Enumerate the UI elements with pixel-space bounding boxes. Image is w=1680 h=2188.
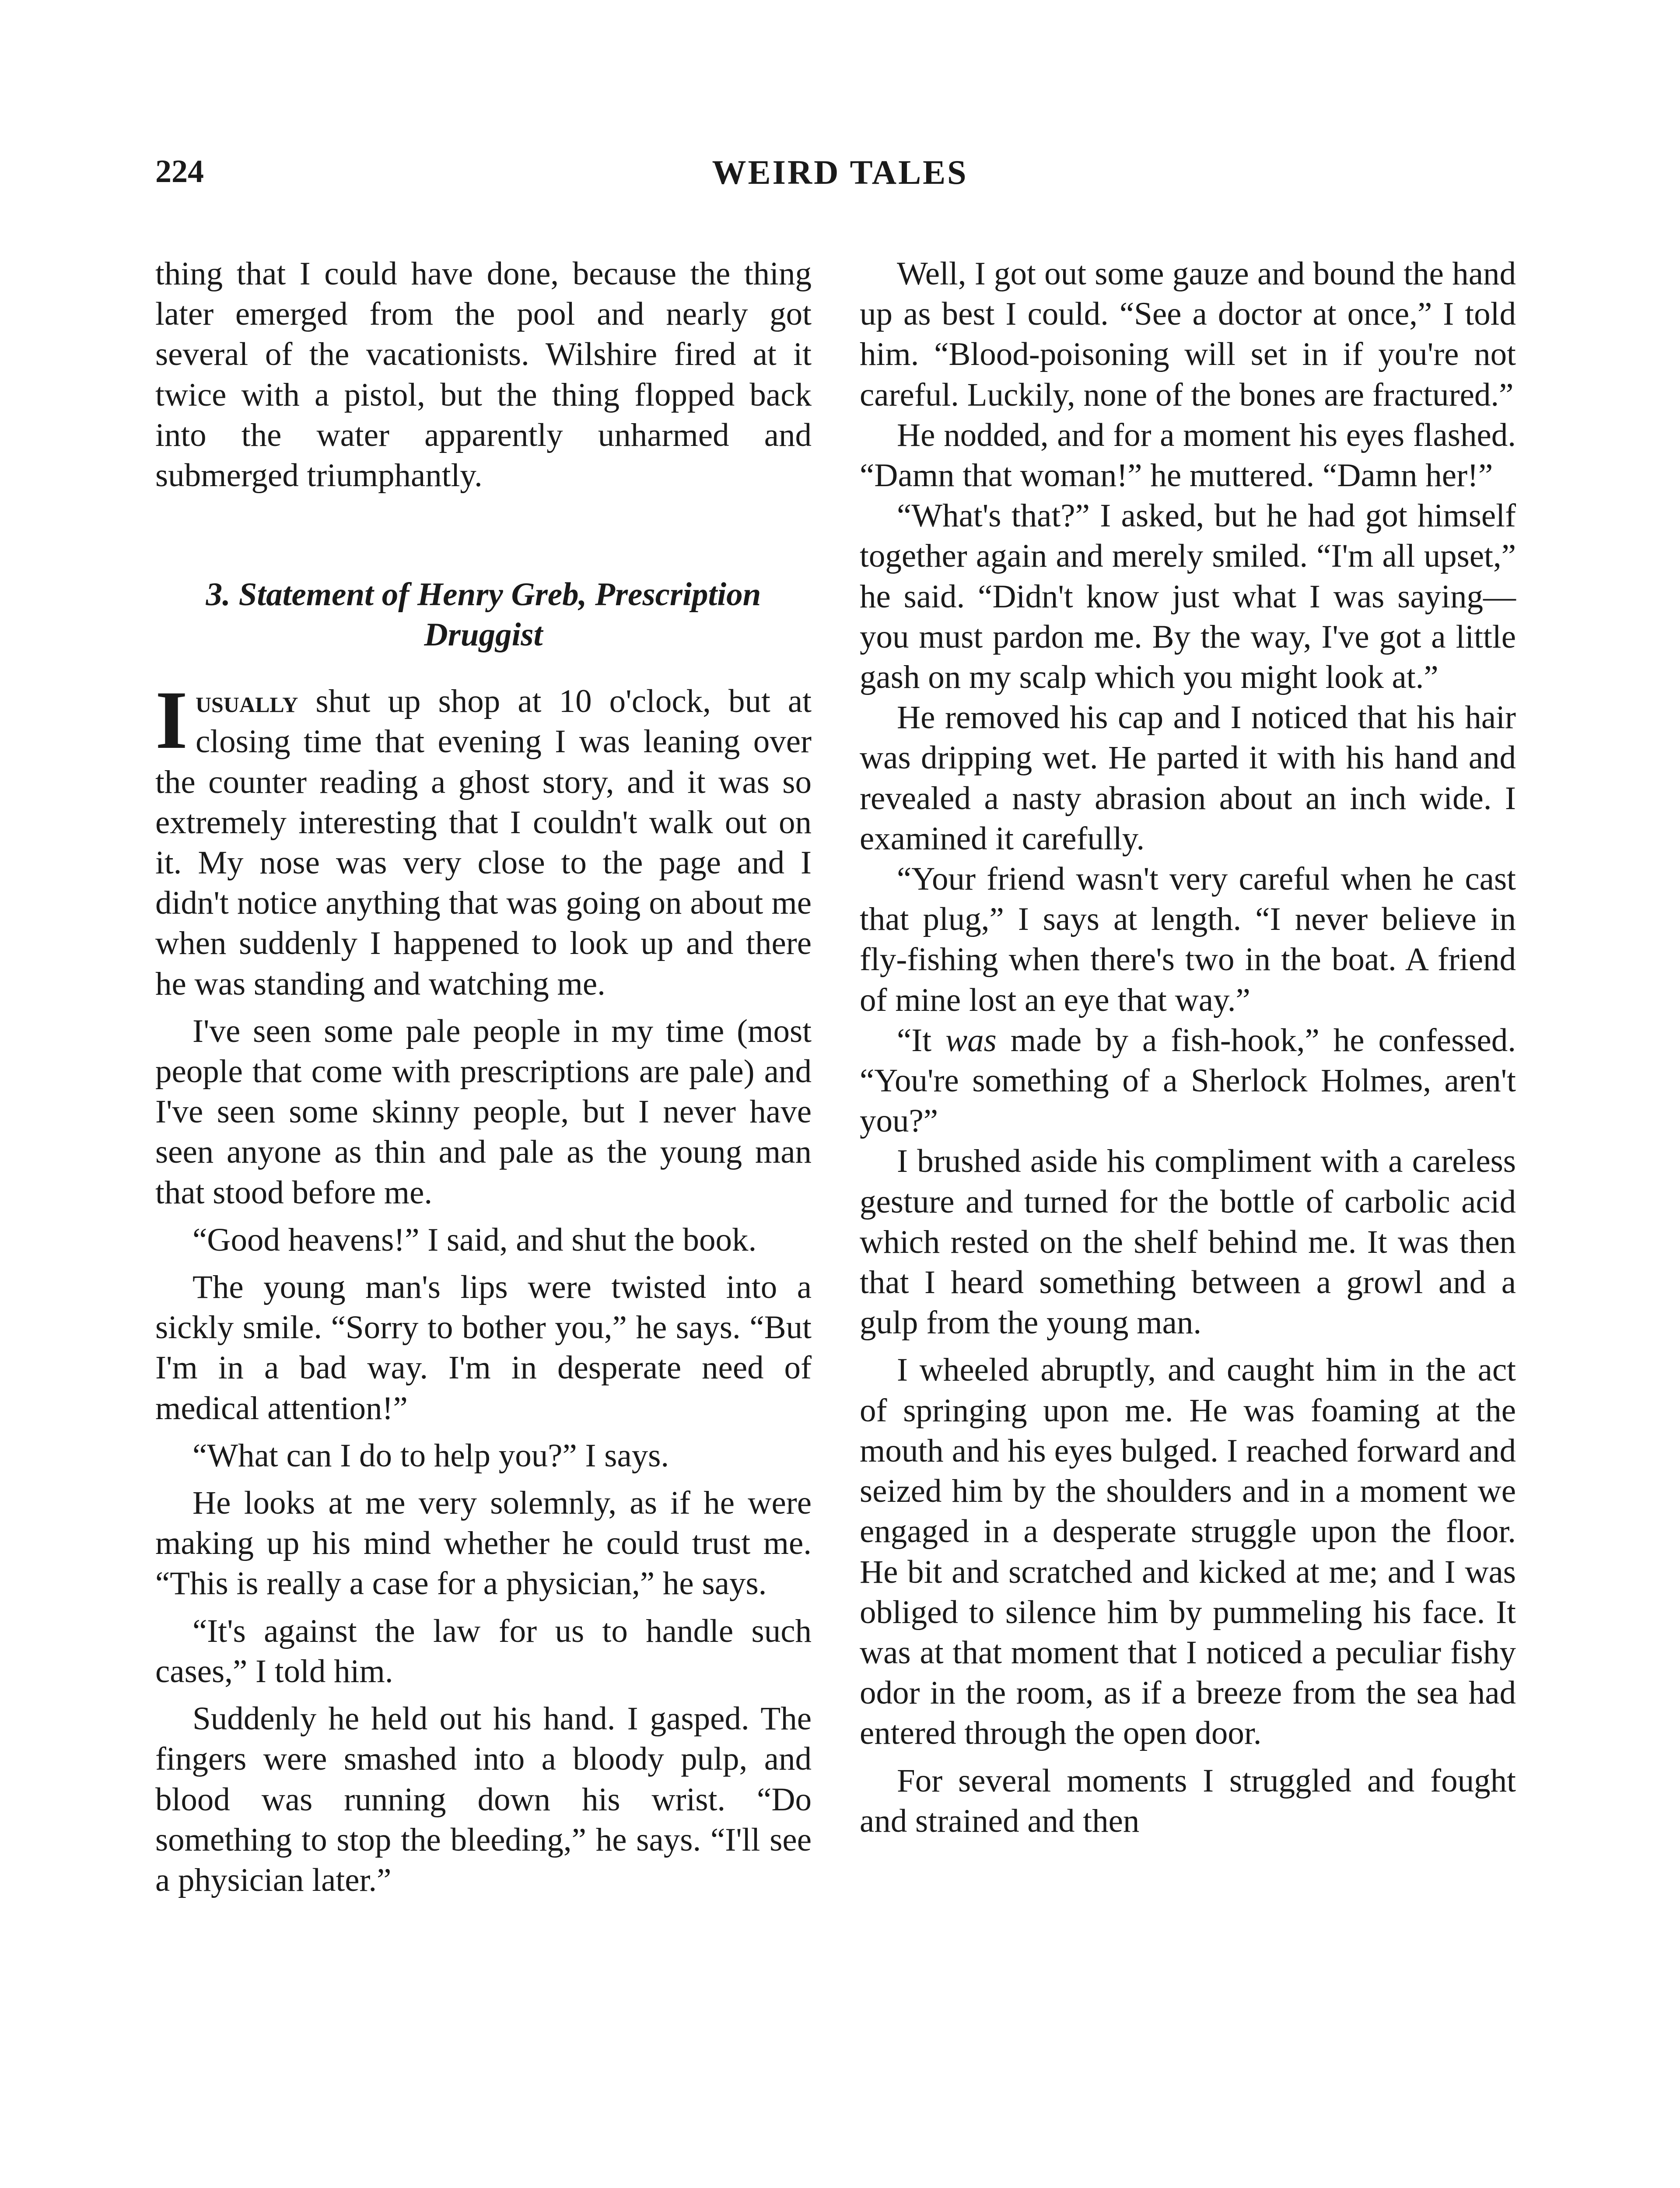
paragraph: “Good heavens!” I said, and shut the book.	[192, 1221, 757, 1258]
paragraph: I brushed aside his compliment with a careless gesture and turned for the bottle of carbolic acid which rested on the shelf behind me. It was then that I heard something between a growl and a gulp from the young man.	[860, 1143, 1516, 1341]
left-column	[155, 254, 812, 1900]
paragraph: He nodded, and for a moment his eyes flashed. “Damn that woman!” he muttered. “Damn her!”	[860, 417, 1516, 494]
paragraph: “What's that?” I asked, but he had got himself together again and merely smiled. “I'm all upset,” he said. “Didn't know just what I was saying—you must pardon me. By the way, I've got a little gash on my scalp which you might look at.”	[860, 498, 1516, 696]
paragraph: “What can I do to help you?” I says.	[192, 1437, 669, 1474]
section-heading: 3. Statement of Henry Greb, Prescription Druggist	[206, 576, 761, 653]
paragraph: For several moments I struggled and fought and strained and then	[860, 1762, 1516, 1839]
emphasis-word: was	[945, 1022, 997, 1059]
running-head: WEIRD TALES	[712, 153, 968, 191]
paragraph: “Your friend wasn't very careful when he cast that plug,” I says at length. “I never believe in fly-fishing when there's two in the boat. A friend of mine lost an eye that way.”	[860, 861, 1516, 1018]
small-caps-word: usually	[195, 684, 298, 719]
paragraph: He looks at me very solemnly, as if he were making up his mind whether he could trust me. “This is really a case for a physician,” he says.	[155, 1485, 812, 1602]
paragraph: Suddenly he held out his hand. I gasped. The fingers were smashed into a bloody pulp, and blood was running down his wrist. “Do something to stop the bleeding,” he says. “I'll see a physician later.”	[155, 1701, 812, 1898]
paragraph: “It's against the law for us to handle such cases,” I told him.	[155, 1613, 812, 1690]
right-column	[860, 254, 1516, 1841]
paragraph: I've seen some pale people in my time (most people that come with prescriptions are pale) and I've seen some skinny people, but I never have seen anyone as thin and pale as the young man that stood before me.	[155, 1013, 812, 1211]
paragraph: thing that I could have done, because the thing later emerged from the pool and nearly got several of the vacationists. Wilshire fired at it twice with a pistol, but the thing flopped back into the water apparently unharmed and submerged triumphantly.	[155, 256, 812, 494]
quote-rest-text: made by a fish-hook,” he confessed. “You're something of a Sherlock Holmes, aren't you?”	[860, 1022, 1516, 1140]
first-paragraph-text: shut up shop at 10 o'clock, but at closing time that evening I was leaning over the counter reading a ghost story, and it was so extremely interesting that I couldn't walk out on it. My nose was very close to the page and I didn't notice anything that was going on about me when suddenly I happened to look up and there he was standing and watching me.	[155, 683, 812, 1002]
drop-cap: I	[155, 674, 188, 767]
page-number: 224	[155, 154, 204, 189]
paragraph	[860, 1020, 1516, 1142]
quote-open-text: “It	[897, 1022, 946, 1059]
paragraph: I wheeled abruptly, and caught him in the act of springing upon me. He was foaming at the mouth and his eyes bulged. I reached forward and seized him by the shoulders and in a moment we engaged in a desperate struggle upon the floor. He bit and scratched and kicked at me; and I was obliged to silence him by pummeling his face. It was at that moment that I noticed a peculiar fishy odor in the room, as if a breeze from the sea had entered through the open door.	[860, 1352, 1516, 1752]
paragraph: The young man's lips were twisted into a sickly smile. “Sorry to bother you,” he says. “But I'm in a bad way. I'm in desperate need of medical attention!”	[155, 1269, 812, 1427]
first-paragraph	[155, 674, 812, 1004]
paragraph: He removed his cap and I noticed that his hair was dripping wet. He parted it with his hand and revealed a nasty abrasion about an inch wide. I examined it carefully.	[860, 699, 1516, 857]
paragraph: Well, I got out some gauze and bound the hand up as best I could. “See a doctor at once,” I told him. “Blood-poisoning will set in if you're not careful. Luckily, none of the bones are fractured.”	[860, 256, 1516, 413]
